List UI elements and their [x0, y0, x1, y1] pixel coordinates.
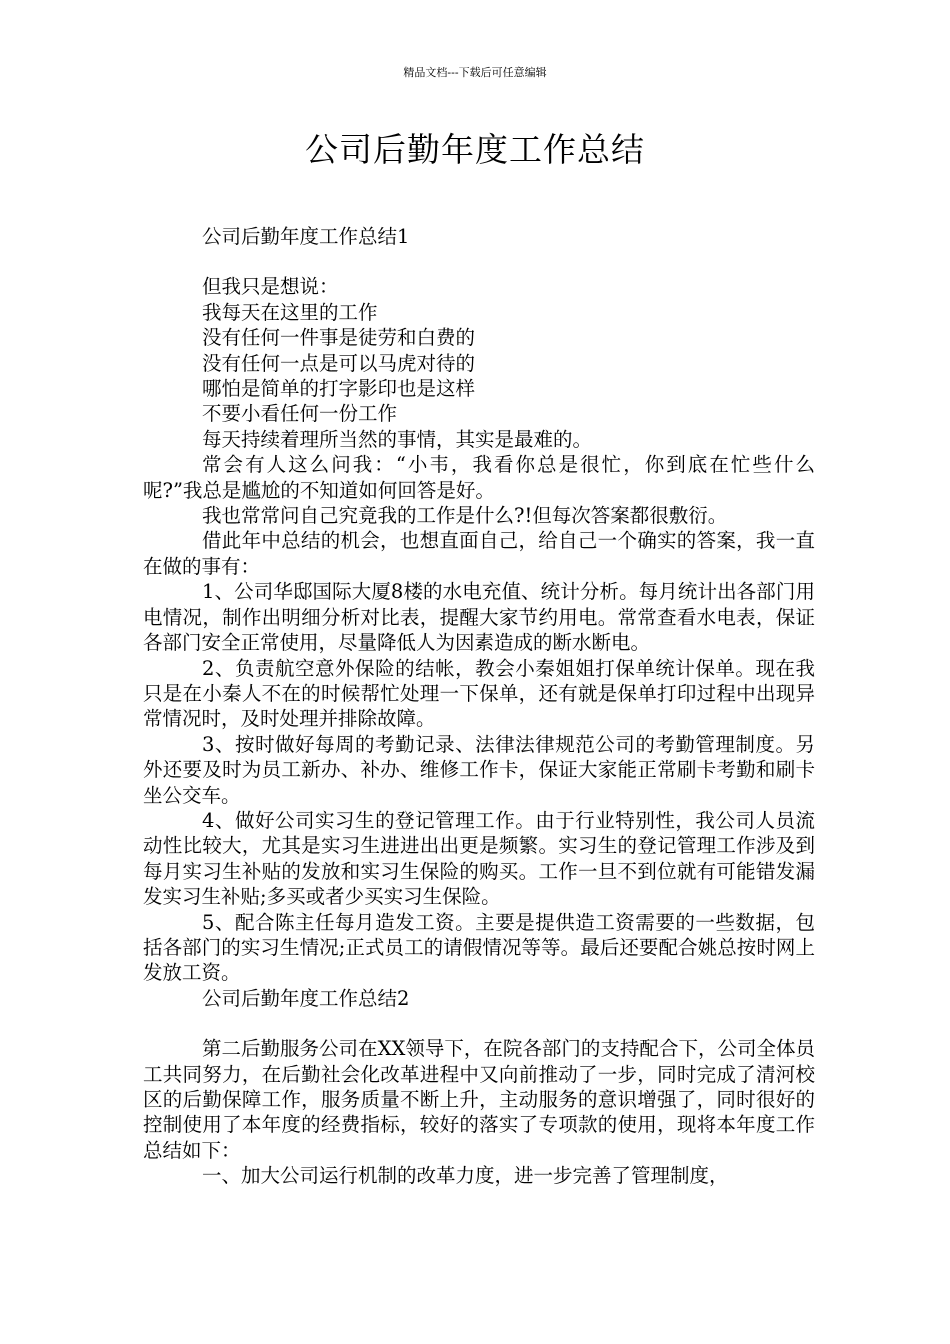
section-2-heading: 公司后勤年度工作总结2	[202, 986, 410, 1010]
paragraph: 常会有人这么问我：“小韦，我看你总是很忙，你到底在忙些什么呢?”我总是尴尬的不知道如何回答是好。	[143, 453, 815, 502]
document-body	[143, 224, 815, 1189]
paragraph: 我也常常问自己究竟我的工作是什么?!但每次答案都很敷衍。	[202, 504, 728, 528]
poem-line: 不要小看任何一份工作	[202, 402, 398, 426]
paragraph: 第二后勤服务公司在XX领导下，在院各部门的支持配合下，公司全体员工共同努力，在后勤社会化改革进程中又向前推动了一步，同时完成了清河校区的后勤保障工作，服务质量不断上升，主动服务的意识增强了，同时很好的控制使用了本年度的经费指标，较好的落实了专项款的使用，现将本年度工作总结如下：	[143, 1037, 815, 1162]
paragraph: 借此年中总结的机会，也想直面自己，给自己一个确实的答案，我一直在做的事有：	[143, 529, 815, 578]
paragraph: 每天持续着理所当然的事情，其实是最难的。	[202, 427, 593, 451]
list-item: 3、按时做好每周的考勤记录、法律法律规范公司的考勤管理制度。另外还要及时为员工新办、补办、维修工作卡，保证大家能正常刷卡考勤和刷卡坐公交车。	[143, 732, 815, 807]
spacer	[143, 1011, 815, 1036]
page-header: 精品文档---下载后可任意编辑	[403, 66, 547, 79]
poem-line: 我每天在这里的工作	[202, 300, 378, 324]
poem-line: 没有任何一点是可以马虎对待的	[202, 351, 476, 375]
poem-line: 但我只是想说：	[202, 275, 339, 299]
list-item: 4、做好公司实习生的登记管理工作。由于行业特别性，我公司人员流动性比较大，尤其是实习生进进出出更是频繁。实习生的登记管理工作涉及到每月实习生补贴的发放和实习生保险的购买。工作一旦不到位就有可能错发漏发实习生补贴;多买或者少买实习生保险。	[143, 808, 815, 909]
poem-line: 哪怕是简单的打字影印也是这样	[202, 377, 476, 401]
list-item: 5、配合陈主任每月造发工资。主要是提供造工资需要的一些数据，包括各部门的实习生情况;正式员工的请假情况等等。最后还要配合姚总按时网上发放工资。	[143, 910, 815, 985]
list-item: 2、负责航空意外保险的结帐，教会小秦姐姐打保单统计保单。现在我只是在小秦人不在的时候帮忙处理一下保单，还有就是保单打印过程中出现异常情况时，及时处理并排除故障。	[143, 656, 815, 731]
list-item: 1、公司华邸国际大厦8楼的水电充值、统计分析。每月统计出各部门用电情况，制作出明细分析对比表，提醒大家节约用电。常常查看水电表，保证各部门安全正常使用，尽量降低人为因素造成的断水断电。	[143, 580, 815, 655]
paragraph: 一、加大公司运行机制的改革力度，进一步完善了管理制度，	[202, 1164, 729, 1188]
section-1-heading: 公司后勤年度工作总结1	[202, 225, 410, 248]
document-title: 公司后勤年度工作总结	[305, 130, 645, 169]
spacer	[143, 249, 815, 274]
poem-line: 没有任何一件事是徒劳和白费的	[202, 326, 476, 350]
